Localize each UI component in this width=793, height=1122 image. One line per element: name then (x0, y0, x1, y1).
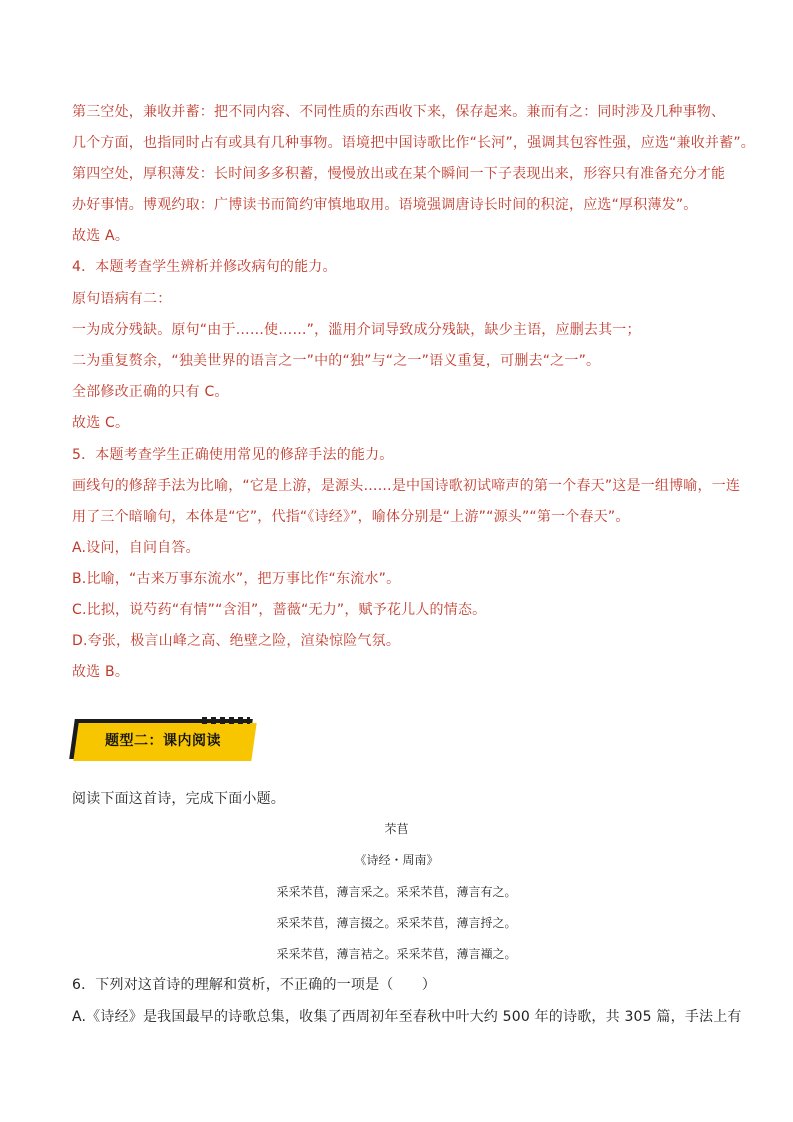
answer-paragraph-line: 办好事情。博观约取：广博读书而简约审慎地取用。语境强调唐诗长时间的积淀，应选“厚积薄发”。 (72, 197, 698, 213)
answer-paragraph-line: 几个方面，也指同时占有或具有几种事物。语境把中国诗歌比作“长河”，强调其包容性强，应选“兼收并蓄”。 (72, 135, 756, 151)
answer-conclusion: 故选 C。 (72, 415, 130, 431)
answer-paragraph-line: 一为成分残缺。原句“由于……使……”，滥用介词导致成分残缺，缺少主语，应删去其一； (72, 322, 641, 338)
section-title: 题型二：课内阅读 (105, 733, 221, 749)
reading-instruction: 阅读下面这首诗，完成下面小题。 (72, 791, 285, 807)
question-stem: 6．下列对这首诗的理解和赏析，不正确的一项是（ ） (72, 977, 437, 993)
answer-paragraph-line: 全部修改正确的只有 C。 (72, 384, 229, 400)
answer-conclusion: 故选 A。 (72, 228, 130, 244)
poem-title: 芣苢 (384, 822, 409, 836)
answer-paragraph-line: 画线句的修辞手法为比喻，“它是上游，是源头……是中国诗歌初试啼声的第一个春天”这是一组博喻，一连 (72, 478, 741, 494)
question-analysis-heading: 5．本题考查学生正确使用常见的修辞手法的能力。 (72, 447, 394, 463)
section-banner (70, 717, 256, 765)
option-analysis: A.设问，自问自答。 (72, 540, 200, 556)
poem-line: 采采芣苢，薄言袺之。采采芣苢，薄言襭之。 (276, 947, 517, 961)
poem-line: 采采芣苢，薄言掇之。采采芣苢，薄言捋之。 (276, 916, 517, 930)
answer-paragraph-line: 二为重复赘余，“独美世界的语言之一”中的“独”与“之一”语义重复，可删去“之一”。 (72, 353, 601, 369)
option-analysis: D.夸张，极言山峰之高、绝壁之险，渲染惊险气氛。 (72, 633, 401, 649)
answer-paragraph-line: 用了三个暗喻句，本体是“它”，代指“《诗经》”，喻体分别是“上游”“源头”“第一个春天”。 (72, 509, 630, 525)
question-option-a: A.《诗经》是我国最早的诗歌总集，收集了西周初年至春秋中叶大约 500 年的诗歌，共 305 篇，手法上有 (72, 1009, 742, 1025)
banner-stripe-decoration (202, 717, 250, 724)
answer-conclusion: 故选 B。 (72, 664, 130, 680)
question-analysis-heading: 4．本题考查学生辨析并修改病句的能力。 (72, 259, 337, 275)
option-analysis: C.比拟，说芍药“有情”“含泪”，蔷薇“无力”，赋予花儿人的情态。 (72, 602, 487, 618)
option-analysis: B.比喻，“古来万事东流水”，把万事比作“东流水”。 (72, 571, 401, 587)
poem-line: 采采芣苢，薄言采之。采采芣苢，薄言有之。 (276, 885, 517, 899)
answer-paragraph-line: 第四空处，厚积薄发：长时间多多积蓄，慢慢放出或在某个瞬间一下子表现出来，形容只有准备充分才能 (72, 166, 726, 182)
poem-source: 《诗经・周南》 (354, 853, 439, 867)
answer-paragraph-line: 原句语病有二： (72, 291, 172, 307)
answer-paragraph-line: 第三空处，兼收并蓄：把不同内容、不同性质的东西收下来，保存起来。兼而有之：同时涉及几种事物、 (72, 104, 726, 120)
